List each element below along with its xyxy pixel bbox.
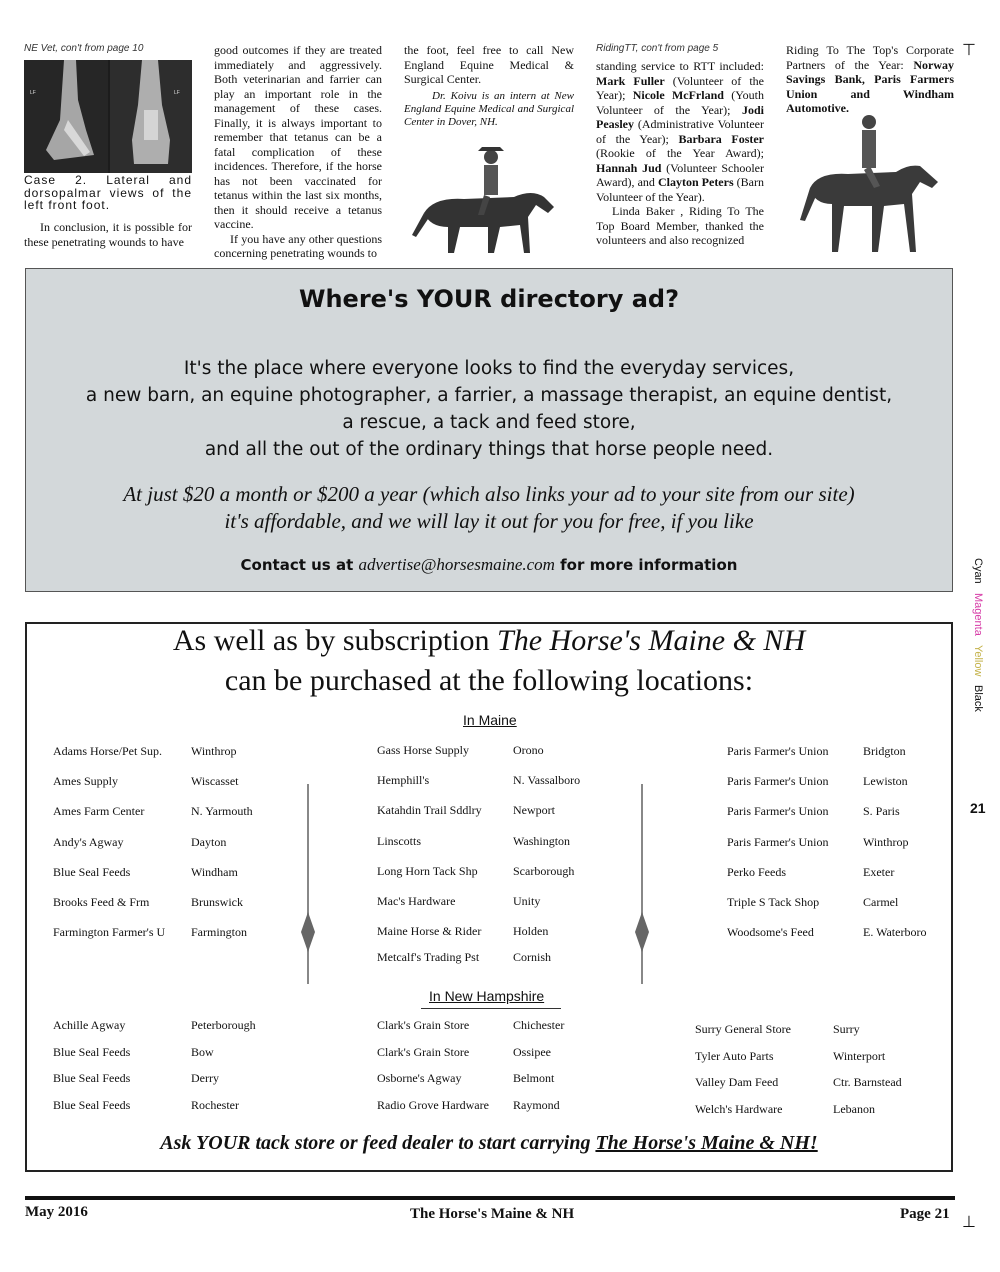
store-town: Lewiston — [863, 774, 908, 789]
store-name: Farmington Farmer's U — [53, 925, 166, 940]
footer-rule — [25, 1196, 955, 1200]
store-town: Rochester — [191, 1097, 239, 1112]
xray-label-left: LF — [30, 90, 36, 96]
store-name: Ames Farm Center — [53, 804, 145, 819]
store-town: Scarborough — [513, 863, 575, 878]
store-name: Perko Feeds — [727, 864, 786, 879]
xray-graphic — [24, 60, 192, 173]
store-town: N. Vassalboro — [513, 773, 581, 788]
store-town: Chichester — [513, 1018, 565, 1032]
ad-line: and all the out of the ordinary things that horse people need. — [204, 439, 774, 460]
col3-text — [404, 43, 574, 129]
volunteer-name: Nicole McFrland — [632, 88, 724, 102]
color-bar-text — [972, 558, 984, 712]
store-town: Winthrop — [863, 834, 909, 849]
col3-paragraph-1: the foot, feel free to call New England Equine Medical & Surgical Center. — [404, 43, 574, 86]
store-town: Winthrop — [191, 744, 237, 758]
store-town: Ctr. Barnstead — [833, 1075, 902, 1089]
ad-line: a rescue, a tack and feed store, — [342, 412, 636, 433]
store-name: Blue Seal Feeds — [53, 864, 131, 879]
store-name: Mac's Hardware — [377, 894, 456, 908]
store-name: Blue Seal Feeds — [53, 1044, 131, 1059]
store-name: Ames Supply — [53, 774, 119, 789]
store-town: Peterborough — [191, 1018, 256, 1032]
store-town: Cornish — [513, 950, 552, 965]
store-name: Blue Seal Feeds — [53, 1071, 131, 1085]
store-town: Bow — [191, 1044, 214, 1059]
xray-caption: Case 2. Lateral and dorsopalmar views of the left front foot. — [24, 173, 192, 212]
locations-title-2: can be purchased at the following locations: — [224, 664, 754, 697]
store-town: Raymond — [513, 1097, 560, 1112]
store-town: Belmont — [513, 1071, 555, 1085]
store-name: Maine Horse & Rider — [377, 924, 482, 939]
continued-line-vet: NE Vet, con't from page 10 — [24, 43, 144, 54]
store-name: Linscotts — [377, 833, 421, 848]
store-town: E. Waterboro — [863, 925, 927, 940]
store-name: Paris Farmer's Union — [727, 774, 829, 789]
xray-image — [24, 60, 192, 173]
store-town: Bridgton — [863, 744, 906, 758]
col1-paragraph: In conclusion, it is possible for these penetrating wounds to have — [24, 220, 192, 249]
english-horse-illustration — [792, 108, 952, 258]
col5-text — [786, 43, 954, 116]
store-name: Metcalf's Trading Pst — [377, 950, 480, 965]
store-town: Winterport — [833, 1048, 886, 1063]
volunteer-name: Jodi Peasley — [596, 102, 764, 131]
store-town: Windham — [191, 864, 238, 879]
crop-mark-top: ⊤ — [962, 40, 976, 59]
store-town: Derry — [191, 1071, 219, 1085]
store-name: Surry General Store — [695, 1022, 791, 1036]
store-town: Wiscasset — [191, 774, 239, 789]
store-name: Tyler Auto Parts — [695, 1048, 774, 1063]
store-name: Katahdin Trail Sddlry — [377, 803, 482, 818]
color-cyan-label: Cyan — [972, 558, 984, 584]
store-name: Osborne's Agway — [377, 1071, 462, 1085]
volunteer-name: Clayton Peters — [657, 175, 734, 189]
price-line: At just $20 a month or $200 a year (which also links your ad to your site from our site) — [123, 482, 855, 506]
locations-title-1: As well as by subscription The Horse's Maine & NH — [172, 624, 806, 657]
ad-pricing — [26, 481, 952, 535]
col2-paragraph-1: good outcomes if they are treated immediately and aggressively. Both veterinarian and farrier can play an important role in the management of these cases. Finally, it is always important to remember that tetanus can be a fatal complication of these incidences. Therefore, if the horse has not been vaccinated for tetanus within the last six months, then it should receive a tetanus vaccine. — [214, 43, 382, 231]
col4-text — [596, 59, 764, 248]
store-town: Unity — [513, 894, 541, 908]
col2-paragraph-2: If you have any other questions concerning penetrating wounds to — [214, 231, 382, 260]
store-name: Paris Farmer's Union — [727, 834, 829, 849]
store-name: Radio Grove Hardware — [377, 1097, 489, 1112]
ad-body — [26, 355, 952, 463]
western-horse-illustration — [404, 135, 574, 260]
store-name: Gass Horse Supply — [377, 743, 469, 757]
store-name: Blue Seal Feeds — [53, 1097, 131, 1112]
col5-paragraph: Riding To The Top's Corporate Partners of the Year: Norway Savings Bank, Paris Farmers Union and Windham Automotive. — [786, 43, 954, 115]
store-name: Brooks Feed & Frm — [53, 895, 150, 909]
author-note: Dr. Koivu is an intern at New England Equine Medical and Surgical Center in Dover, NH. — [404, 89, 574, 128]
ad-line: It's the place where everyone looks to find the everyday services, — [183, 358, 795, 379]
footer-page: Page 21 — [900, 1206, 950, 1222]
store-name: Long Horn Tack Shp — [377, 863, 478, 878]
store-name: Paris Farmer's Union — [727, 804, 829, 819]
col1-text — [24, 220, 192, 249]
footer-publication: The Horse's Maine & NH — [410, 1206, 575, 1222]
store-town: S. Paris — [863, 804, 900, 819]
store-town: Ossipee — [513, 1044, 551, 1059]
volunteer-name: Hannah Jud — [596, 160, 662, 175]
store-town: Surry — [833, 1022, 860, 1036]
ad-heading: Where's YOUR directory ad? — [298, 285, 680, 313]
nh-underline-rule — [421, 1008, 561, 1009]
xray-label-right: LF — [174, 90, 180, 96]
store-town: Holden — [513, 924, 549, 939]
volunteer-name: Barbara Foster — [678, 131, 765, 146]
locations-footer: Ask YOUR tack store or feed dealer to start carrying The Horse's Maine & NH! — [160, 1132, 818, 1154]
volunteer-name: Mark Fuller — [596, 73, 665, 88]
col4-paragraph-2: Linda Baker , Riding To The Top Board Member, thanked the volunteers and also recognized — [596, 204, 764, 247]
footer-date: May 2016 — [25, 1204, 88, 1220]
store-name: Clark's Grain Store — [377, 1044, 470, 1059]
side-page-number: 21 — [970, 800, 986, 816]
store-town: N. Yarmouth — [191, 804, 253, 819]
store-town: Exeter — [863, 864, 895, 879]
ad-contact: Contact us at advertise@horsesmaine.com for more information — [240, 555, 738, 574]
color-yellow-label: Yellow — [972, 644, 984, 677]
store-town: Carmel — [863, 895, 899, 909]
store-name: Achille Agway — [53, 1018, 126, 1032]
locations-box — [25, 622, 953, 1172]
store-town: Dayton — [191, 834, 227, 849]
price-line: it's affordable, and we will lay it out for you for free, if you like — [224, 509, 754, 533]
store-town: Farmington — [191, 925, 247, 940]
col2-text — [214, 43, 382, 261]
color-magenta-label: Magenta — [972, 592, 984, 636]
store-name: Clark's Grain Store — [377, 1018, 470, 1032]
store-town: Newport — [513, 803, 555, 818]
crop-mark-bottom: ⊥ — [962, 1212, 976, 1231]
store-name: Hemphill's — [377, 773, 430, 788]
store-town: Lebanon — [833, 1101, 875, 1116]
color-black-label: Black — [972, 685, 984, 712]
store-name: Welch's Hardware — [695, 1101, 783, 1116]
col4-paragraph-1: standing service to RTT included: Mark Fuller (Volunteer of the Year); Nicole McFrland (Youth Volunteer of the Year); Jodi Peasley (Administrative Volunteer of the Year); Barbara Foster (Rookie of the Year Award); Hannah Jud (Volunteer Schooler Award), and Clayton Peters (Barn Volunteer of the Year). — [596, 59, 765, 204]
maine-section-label: In Maine — [463, 712, 517, 728]
store-name: Triple S Tack Shop — [727, 895, 820, 909]
store-town: Orono — [513, 743, 544, 757]
column-divider-right — [633, 784, 651, 984]
ad-line: a new barn, an equine photographer, a farrier, a massage therapist, an equine dentist, — [85, 385, 893, 406]
column-divider-left — [299, 784, 317, 984]
directory-ad-box — [25, 268, 953, 592]
store-name: Adams Horse/Pet Sup. — [53, 744, 162, 758]
store-town: Brunswick — [191, 895, 243, 909]
nh-section-label: In New Hampshire — [429, 988, 545, 1004]
contact-email-link[interactable]: advertise@horsesmaine.com — [358, 555, 555, 574]
store-name: Andy's Agway — [53, 834, 124, 849]
store-name: Valley Dam Feed — [695, 1075, 779, 1089]
store-name: Paris Farmer's Union — [727, 744, 829, 758]
continued-line-rtt: RidingTT, con't from page 5 — [596, 43, 719, 54]
store-town: Washington — [513, 833, 571, 848]
store-name: Woodsome's Feed — [727, 925, 814, 940]
